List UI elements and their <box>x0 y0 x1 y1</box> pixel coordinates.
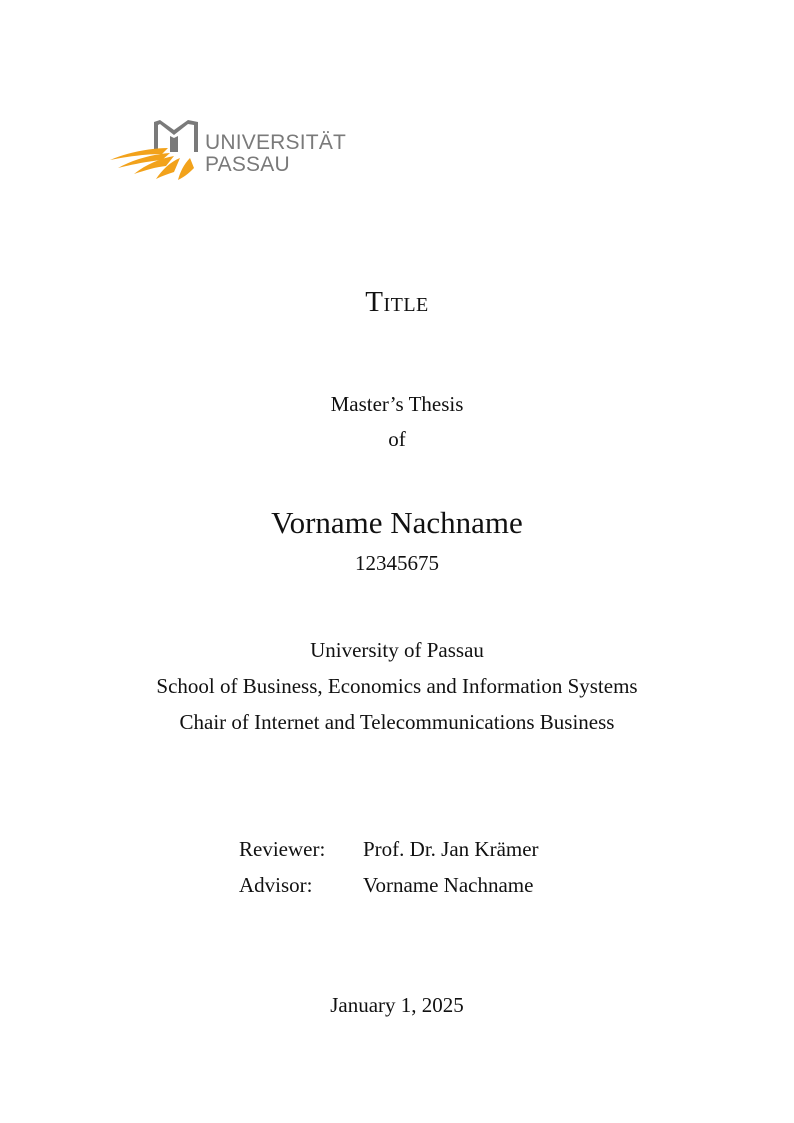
thesis-title: Title <box>365 286 429 318</box>
logo-wordmark <box>205 132 346 176</box>
school-name: School of Business, Economics and Information Systems <box>156 674 638 698</box>
thesis-type: Master’s Thesis <box>330 392 464 416</box>
of-text: of <box>388 427 406 451</box>
reviewer-label: Reviewer: <box>239 837 326 861</box>
advisor-name: Vorname Nachname <box>363 873 534 897</box>
chair-name: Chair of Internet and Telecommunications Business <box>179 710 615 734</box>
reviewer-row <box>239 831 539 867</box>
reviewer-name: Prof. Dr. Jan Krämer <box>363 837 539 861</box>
advisor-label: Advisor: <box>239 873 313 897</box>
logo-line-1: UNIVERSITÄT <box>205 131 347 154</box>
advisor-row <box>239 867 539 903</box>
logo-line-2: PASSAU <box>205 153 290 176</box>
university-name: University of Passau <box>310 638 484 662</box>
student-id: 12345675 <box>355 551 439 575</box>
supervision-block <box>239 831 539 903</box>
university-logo <box>108 116 358 186</box>
university-logo-icon <box>108 116 204 184</box>
submission-date: January 1, 2025 <box>330 993 464 1017</box>
author-name: Vorname Nachname <box>271 505 523 540</box>
